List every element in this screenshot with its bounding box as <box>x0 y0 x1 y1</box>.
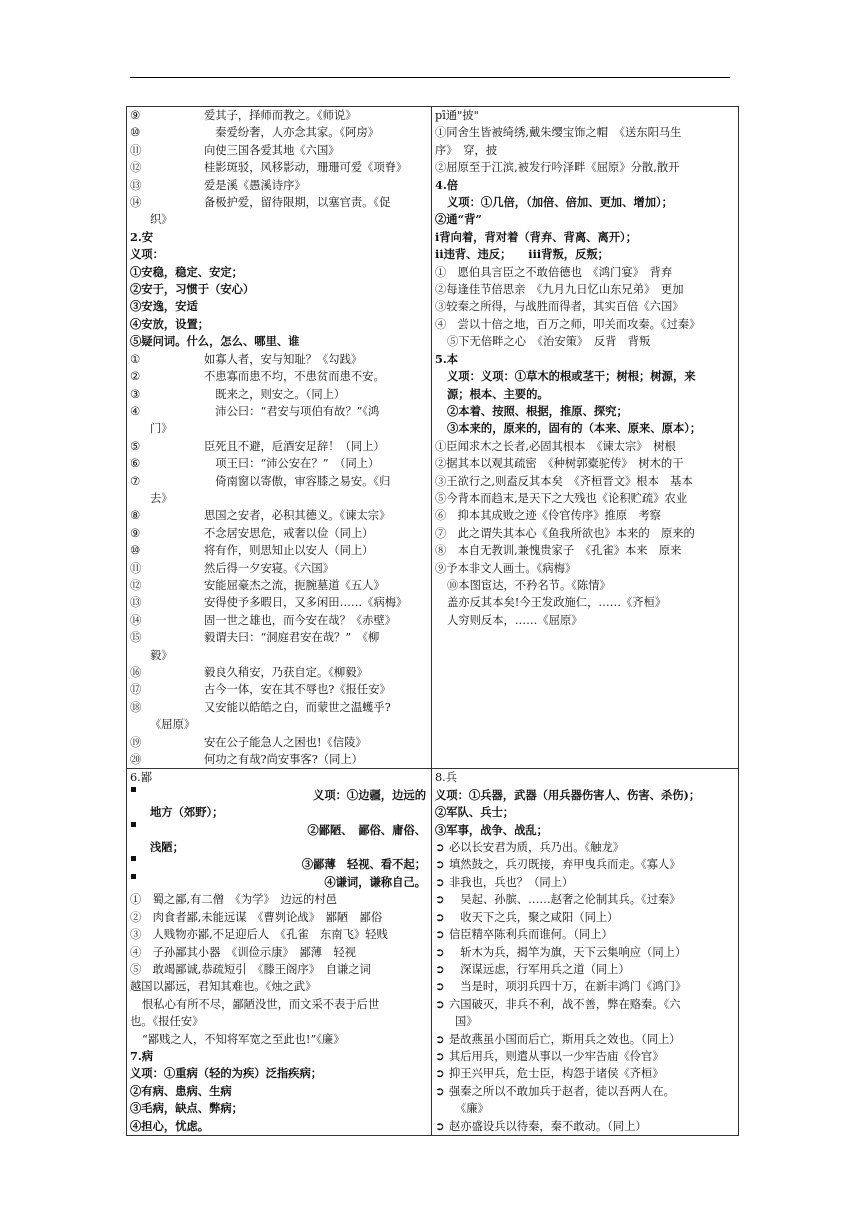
example-number: ② <box>130 370 141 384</box>
arrow-bullet-icon: ➲ <box>435 1032 445 1046</box>
example-text: 毅良久稍安，乃获自定。《柳毅》 <box>204 666 368 679</box>
example-line <box>435 961 735 978</box>
example-text: 收天下之兵，聚之咸阳（同上） <box>449 910 619 924</box>
text-line: ⑦ 此之谓失其本心《鱼我所欲也》本来的 原来的 <box>435 526 695 540</box>
text-line: 人穷则反本，……《屈原》 <box>447 613 583 627</box>
example-number: ⑱ <box>130 700 142 714</box>
example-text: 又安能以皓皓之白，而蒙世之温蠖乎? <box>204 700 391 714</box>
definition-line: ②安于，习惯于（安心） <box>130 282 255 297</box>
example-text: 然后得一夕安寝。《六国》 <box>204 561 334 575</box>
example-text: 其后用兵，则遣从事以一少牢告庙《伶官》 <box>449 1049 664 1063</box>
example-text: 爱是溪《愚溪诗序》 <box>204 178 306 192</box>
example-line <box>435 1118 735 1135</box>
example-number: ⑨ <box>130 109 141 122</box>
text-line: ③较秦之所得，与战胜而得者，其实百倍《六国》 <box>435 300 684 314</box>
example-line <box>435 856 735 873</box>
example-number: ⑦ <box>130 474 141 488</box>
text-line: ① 愿伯具言臣之不敢倍德也 《鸿门宴》 背弃 <box>435 265 673 279</box>
example-number: ⑰ <box>130 683 142 697</box>
arrow-bullet-icon: ➲ <box>435 1067 445 1081</box>
example-text: 吴起、孙膑、……赵奢之伦制其兵。《过秦》 <box>449 893 681 907</box>
example-text: 安得使予多暇日，又多闲田……《病梅》 <box>204 596 408 610</box>
example-number: ⑲ <box>130 735 142 749</box>
square-bullet-icon <box>131 822 136 827</box>
example-text: 填然鼓之，兵刃既接，弃甲曳兵而走。《寡人》 <box>449 858 681 872</box>
example-number: ⑧ <box>130 509 141 523</box>
example-line <box>130 751 428 768</box>
example-number: ⑩ <box>130 544 141 558</box>
example-number: ⑭ <box>130 613 142 627</box>
example-text: 毅谓夫曰：“洞庭君安在哉？” 《柳 <box>204 631 380 645</box>
example-line <box>130 403 428 420</box>
example-text: 爱其子，择师而教之。《师说》 <box>204 109 357 122</box>
example-text: 何功之有哉?尚安事客?（同上） <box>204 753 363 767</box>
vocab-table <box>126 106 739 1136</box>
example-text: 向使三国各爱其地《六国》 <box>204 143 340 157</box>
section-heading: 6.鄙 <box>130 771 153 785</box>
cell-content <box>130 769 428 1135</box>
text-line: ⑧ 本自无教训,兼愧贵家子 《孔雀》本来 原来 <box>435 544 682 558</box>
example-number: ⑨ <box>130 526 141 540</box>
example-text: 强秦之所以不敢加兵于赵者，徒以吾两人在。 <box>449 1084 675 1098</box>
square-bullet-icon <box>131 874 136 879</box>
definition-line: 义项： <box>130 247 164 262</box>
example-text: 古今一体，安在其不辱也?《报任安》 <box>204 683 391 697</box>
example-number: ⑪ <box>130 561 142 575</box>
example-number: ⑩ <box>130 126 141 140</box>
text-line: ⑤今背本而趋末,是天下之大残也《论积贮疏》农业 <box>435 491 688 505</box>
example-text: 如寡人者，安与知耻？《勾践》 <box>204 352 363 366</box>
bullet-item <box>130 874 428 891</box>
arrow-bullet-icon: ➲ <box>435 1084 445 1098</box>
example-text: 臣死且不避，卮酒安足辞！（同上） <box>204 439 385 453</box>
continuation-line: 织》 <box>150 213 173 227</box>
text-line: ①臣闻求木之长者,必固其根本 《谏太宗》 树根 <box>435 439 676 453</box>
text-line: ④ 尝以十倍之地，百万之师，叩关而攻秦。《过秦》 <box>435 317 701 331</box>
example-line <box>130 629 428 646</box>
text-line: ⑤ 敢竭鄙诚,恭疏短引 《滕王阁序》 自谦之词 <box>130 962 371 976</box>
example-text: 是故燕虽小国而后亡，斯用兵之效也。（同上） <box>449 1032 681 1046</box>
arrow-bullet-icon: ➲ <box>435 841 445 855</box>
section-heading: 8.兵 <box>435 771 458 785</box>
bullet-item <box>130 856 428 873</box>
text-line: ⑥ 抑本其成败之迹《伶官传序》推原 考察 <box>435 509 661 523</box>
example-text: 深谋远虑，行军用兵之道（同上） <box>449 962 630 976</box>
example-number: ⑭ <box>130 196 142 210</box>
example-line <box>130 107 428 124</box>
example-line <box>435 839 735 856</box>
definition-line: ③毛病，缺点、弊病； <box>130 1101 243 1116</box>
definition-line: ⑤疑问词。什么，怎么、哪里、谁 <box>130 334 300 349</box>
definition-line: ①安稳，稳定、安定； <box>130 264 243 279</box>
text-line: ④ 子孙鄙其小器 《训俭示康》 鄙薄 轻视 <box>130 945 356 959</box>
example-line <box>435 1065 735 1082</box>
bullet-item <box>130 787 428 804</box>
definition-line: 义项：①几倍，（加倍、倍加、更加、增加）； <box>447 195 673 210</box>
definition-line: 4.倍 <box>435 177 459 192</box>
definition-line: 2.安 <box>130 229 154 244</box>
definition-line: ④担心，忧虑。 <box>130 1118 210 1133</box>
example-line <box>130 594 428 611</box>
square-bullet-icon <box>131 856 136 861</box>
text-line: ③ 人贱物亦鄙,不足迎后人 《孔雀 东南飞》轻贱 <box>130 928 388 942</box>
example-text: 秦爱纷奢，人亦念其家。《阿房》 <box>204 126 380 140</box>
example-line <box>130 612 428 629</box>
example-line <box>435 978 735 995</box>
example-text: 抑王兴甲兵，危士臣，构怨于诸侯《齐桓》 <box>449 1067 664 1081</box>
example-line <box>130 577 428 594</box>
text-line: 恨私心有所不尽，鄙陋没世，而文采不表于后世 <box>142 997 380 1011</box>
cell-top-left <box>127 107 432 769</box>
continuation-line: 去》 <box>150 491 173 505</box>
example-line <box>435 874 735 891</box>
text-line: ⑤下无倍畔之心 《治安策》 反背 背叛 <box>447 335 651 349</box>
example-line <box>130 124 428 141</box>
arrow-bullet-icon: ➲ <box>435 910 445 924</box>
cell-content <box>435 769 735 1135</box>
text-line: 序》 穿，披 <box>435 143 498 157</box>
example-number: ⑤ <box>130 439 141 453</box>
header-rule <box>130 77 730 78</box>
example-line <box>130 142 428 159</box>
text-line: pī通"披" <box>435 109 479 122</box>
arrow-bullet-icon: ➲ <box>435 980 445 994</box>
square-bullet-icon <box>131 787 136 792</box>
example-line <box>435 1031 735 1048</box>
text-line: ①同舍生皆被绮绣,戴朱缨宝饰之帽 《送东阳马生 <box>435 126 682 140</box>
continuation-line: 国》 <box>455 1015 478 1029</box>
example-text: 沛公曰：“君安与项伯有故？”《鸿 <box>204 404 380 418</box>
text-line: “鄙贱之人，不知将军宽之至此也!”《廉》 <box>142 1032 345 1046</box>
arrow-bullet-icon: ➲ <box>435 858 445 872</box>
example-text: 斩木为兵，揭竿为旗，天下云集响应（同上） <box>449 945 687 959</box>
text-line: 越国以鄙远，君知其难也。《烛之武》 <box>130 980 317 994</box>
example-text: 非我也，兵也？（同上） <box>449 875 574 889</box>
example-number: ⑬ <box>130 178 142 192</box>
definition-line: ②通“背” <box>435 212 482 227</box>
text-line: ②每逢佳节倍思亲 《九月九日忆山东兄弟》 更加 <box>435 283 684 297</box>
example-number: ⑫ <box>130 161 142 175</box>
example-text: 倚南窗以寄傲，审容膝之易安。《归 <box>204 474 391 488</box>
example-number: ③ <box>130 387 141 401</box>
text-line: 也。《报任安》 <box>130 1015 204 1029</box>
cell-top-right <box>432 107 739 769</box>
continuation-line: 《屈原》 <box>150 718 196 732</box>
example-line <box>130 368 428 385</box>
example-line <box>130 525 428 542</box>
text-line: ⑩本图宦达，不矜名节。《陈情》 <box>447 578 611 592</box>
example-line <box>435 909 735 926</box>
definition-line: ③本来的，原来的，固有的（本来、原来、原本）； <box>447 421 702 436</box>
example-line <box>130 386 428 403</box>
example-number: ⑬ <box>130 596 142 610</box>
bullet-continuation: 浅陋； <box>150 840 184 855</box>
example-text: 当是时，项羽兵四十万，在新丰鸿门《鸿门》 <box>449 980 687 994</box>
example-line <box>130 507 428 524</box>
example-text: 安能屈豪杰之流，扼腕墓道《五人》 <box>204 578 385 592</box>
example-number: ⑳ <box>130 753 142 767</box>
example-line <box>130 438 428 455</box>
example-line <box>130 159 428 176</box>
example-number: ⑥ <box>130 457 141 471</box>
cell-content <box>130 107 428 768</box>
bullet-text: ③鄙薄 轻视、看不起； <box>301 857 426 872</box>
definition-line: 义项：义项：①草木的根或茎干；树根；树源，来 <box>447 369 696 384</box>
example-number: ⑮ <box>130 631 142 645</box>
example-line <box>130 664 428 681</box>
example-number: ⑪ <box>130 143 142 157</box>
definition-line: 源；根本、主要的。 <box>447 386 549 401</box>
example-number: ⑫ <box>130 578 142 592</box>
definition-line: ②有病、患病、生病 <box>130 1083 232 1098</box>
example-line <box>435 944 735 961</box>
example-line <box>435 1048 735 1065</box>
example-line <box>435 1083 735 1100</box>
table-row-top <box>127 107 739 769</box>
definition-line: 义项：①重病（轻的为疾）泛指疾病； <box>130 1066 323 1081</box>
text-line: ⑨予本非文人画士。《病梅》 <box>435 561 577 575</box>
continuation-line: 毅》 <box>150 648 173 662</box>
example-line <box>130 542 428 559</box>
bullet-text: ②鄙陋、 鄙俗、庸俗、 <box>307 822 426 837</box>
bullet-text: ④谦词，谦称自己。 <box>324 874 426 889</box>
text-line: ②据其本以观其疏密 《种树郭橐驼传》 树木的干 <box>435 457 684 471</box>
example-line <box>130 351 428 368</box>
definition-line: ②军队、兵士； <box>435 805 515 820</box>
example-text: 不念居安思危，戒奢以俭（同上） <box>204 526 374 540</box>
example-text: 信臣精卒陈利兵而谁何。（同上） <box>449 928 613 942</box>
example-text: 安在公子能急人之困也!《信陵》 <box>204 735 367 749</box>
example-text: 思国之安者，必积其德义。《谏太宗》 <box>204 509 391 523</box>
example-line <box>435 891 735 908</box>
example-text: 六国破灭，非兵不利，战不善，弊在赂秦。《六 <box>449 997 681 1011</box>
bullet-item <box>130 822 428 839</box>
arrow-bullet-icon: ➲ <box>435 945 445 959</box>
definition-line: ②本着、按照、根据，推原、探究； <box>447 403 628 418</box>
example-text: 桂影斑驳，风移影动，珊珊可爱《项脊》 <box>204 161 408 175</box>
cell-bottom-left <box>127 769 432 1136</box>
example-line <box>435 926 735 943</box>
example-line <box>435 996 735 1013</box>
cell-bottom-right <box>432 769 739 1136</box>
arrow-bullet-icon: ➲ <box>435 1049 445 1063</box>
arrow-bullet-icon: ➲ <box>435 1119 445 1133</box>
cell-content <box>435 107 735 629</box>
example-line <box>130 177 428 194</box>
continuation-line: 《廉》 <box>455 1102 489 1116</box>
example-number: ⑯ <box>130 666 142 679</box>
example-text: 固一世之雄也，而今安在哉？《赤壁》 <box>204 613 397 627</box>
example-line <box>130 560 428 577</box>
bullet-text: 义项：①边疆，边远的 <box>313 787 426 802</box>
example-text: 必以长安君为质，兵乃出。《触龙》 <box>449 841 625 855</box>
example-line <box>130 681 428 698</box>
example-text: 不患寡而患不均，不患贫而患不安。 <box>204 370 385 384</box>
arrow-bullet-icon: ➲ <box>435 875 445 889</box>
definition-line: ⅰ背向着，背对着（背弃、背离、离开）； <box>435 229 637 244</box>
text-line: ② 肉食者鄙,未能远谋 《曹刿论战》 鄙陋 鄙俗 <box>130 910 383 924</box>
example-number: ① <box>130 352 141 366</box>
example-text: 既来之，则安之。（同上） <box>204 387 346 401</box>
definition-line: ③安逸，安适 <box>130 299 198 314</box>
example-line <box>130 473 428 490</box>
example-text: 赵亦盛设兵以待秦，秦不敢动。（同上） <box>449 1119 647 1133</box>
definition-line: ⅱ违背、违反； ⅲ背叛，反叛； <box>435 247 609 262</box>
example-text: 备极护爱，留待限期，以塞官责。《促 <box>204 196 391 210</box>
example-line <box>130 455 428 472</box>
example-text: 项王曰：“沛公安在？” （同上） <box>204 457 380 471</box>
text-line: ②屈原至于江滨,被发行吟泽畔《屈原》分散,散开 <box>435 161 680 175</box>
definition-line: 义项：①兵器，武器（用兵器伤害人、伤害、杀伤)； <box>435 787 701 802</box>
example-line <box>130 194 428 211</box>
definition-line: ④安放，设置； <box>130 316 210 331</box>
example-text: 将有作，则思知止以安人（同上） <box>204 544 374 558</box>
arrow-bullet-icon: ➲ <box>435 997 445 1011</box>
bullet-continuation: 地方（郊野）； <box>150 805 224 820</box>
example-number: ④ <box>130 404 141 418</box>
text-line: ① 蜀之鄙,有二僧 《为学》 边远的村邑 <box>130 893 337 907</box>
example-line <box>130 734 428 751</box>
text-line: ③王欲行之,则盍反其本矣 《齐桓晋文》根本 基本 <box>435 474 693 488</box>
continuation-line: 门》 <box>150 422 173 436</box>
arrow-bullet-icon: ➲ <box>435 893 445 907</box>
example-line <box>130 699 428 716</box>
definition-line: 7.病 <box>130 1048 154 1063</box>
definition-line: 5.本 <box>435 351 459 366</box>
table-row-bottom <box>127 769 739 1136</box>
arrow-bullet-icon: ➲ <box>435 928 445 942</box>
definition-line: ③军事，战争、战乱； <box>435 822 548 837</box>
arrow-bullet-icon: ➲ <box>435 962 445 976</box>
text-line: 盖亦反其本矣!今王发政施仁，……《齐桓》 <box>447 596 667 610</box>
